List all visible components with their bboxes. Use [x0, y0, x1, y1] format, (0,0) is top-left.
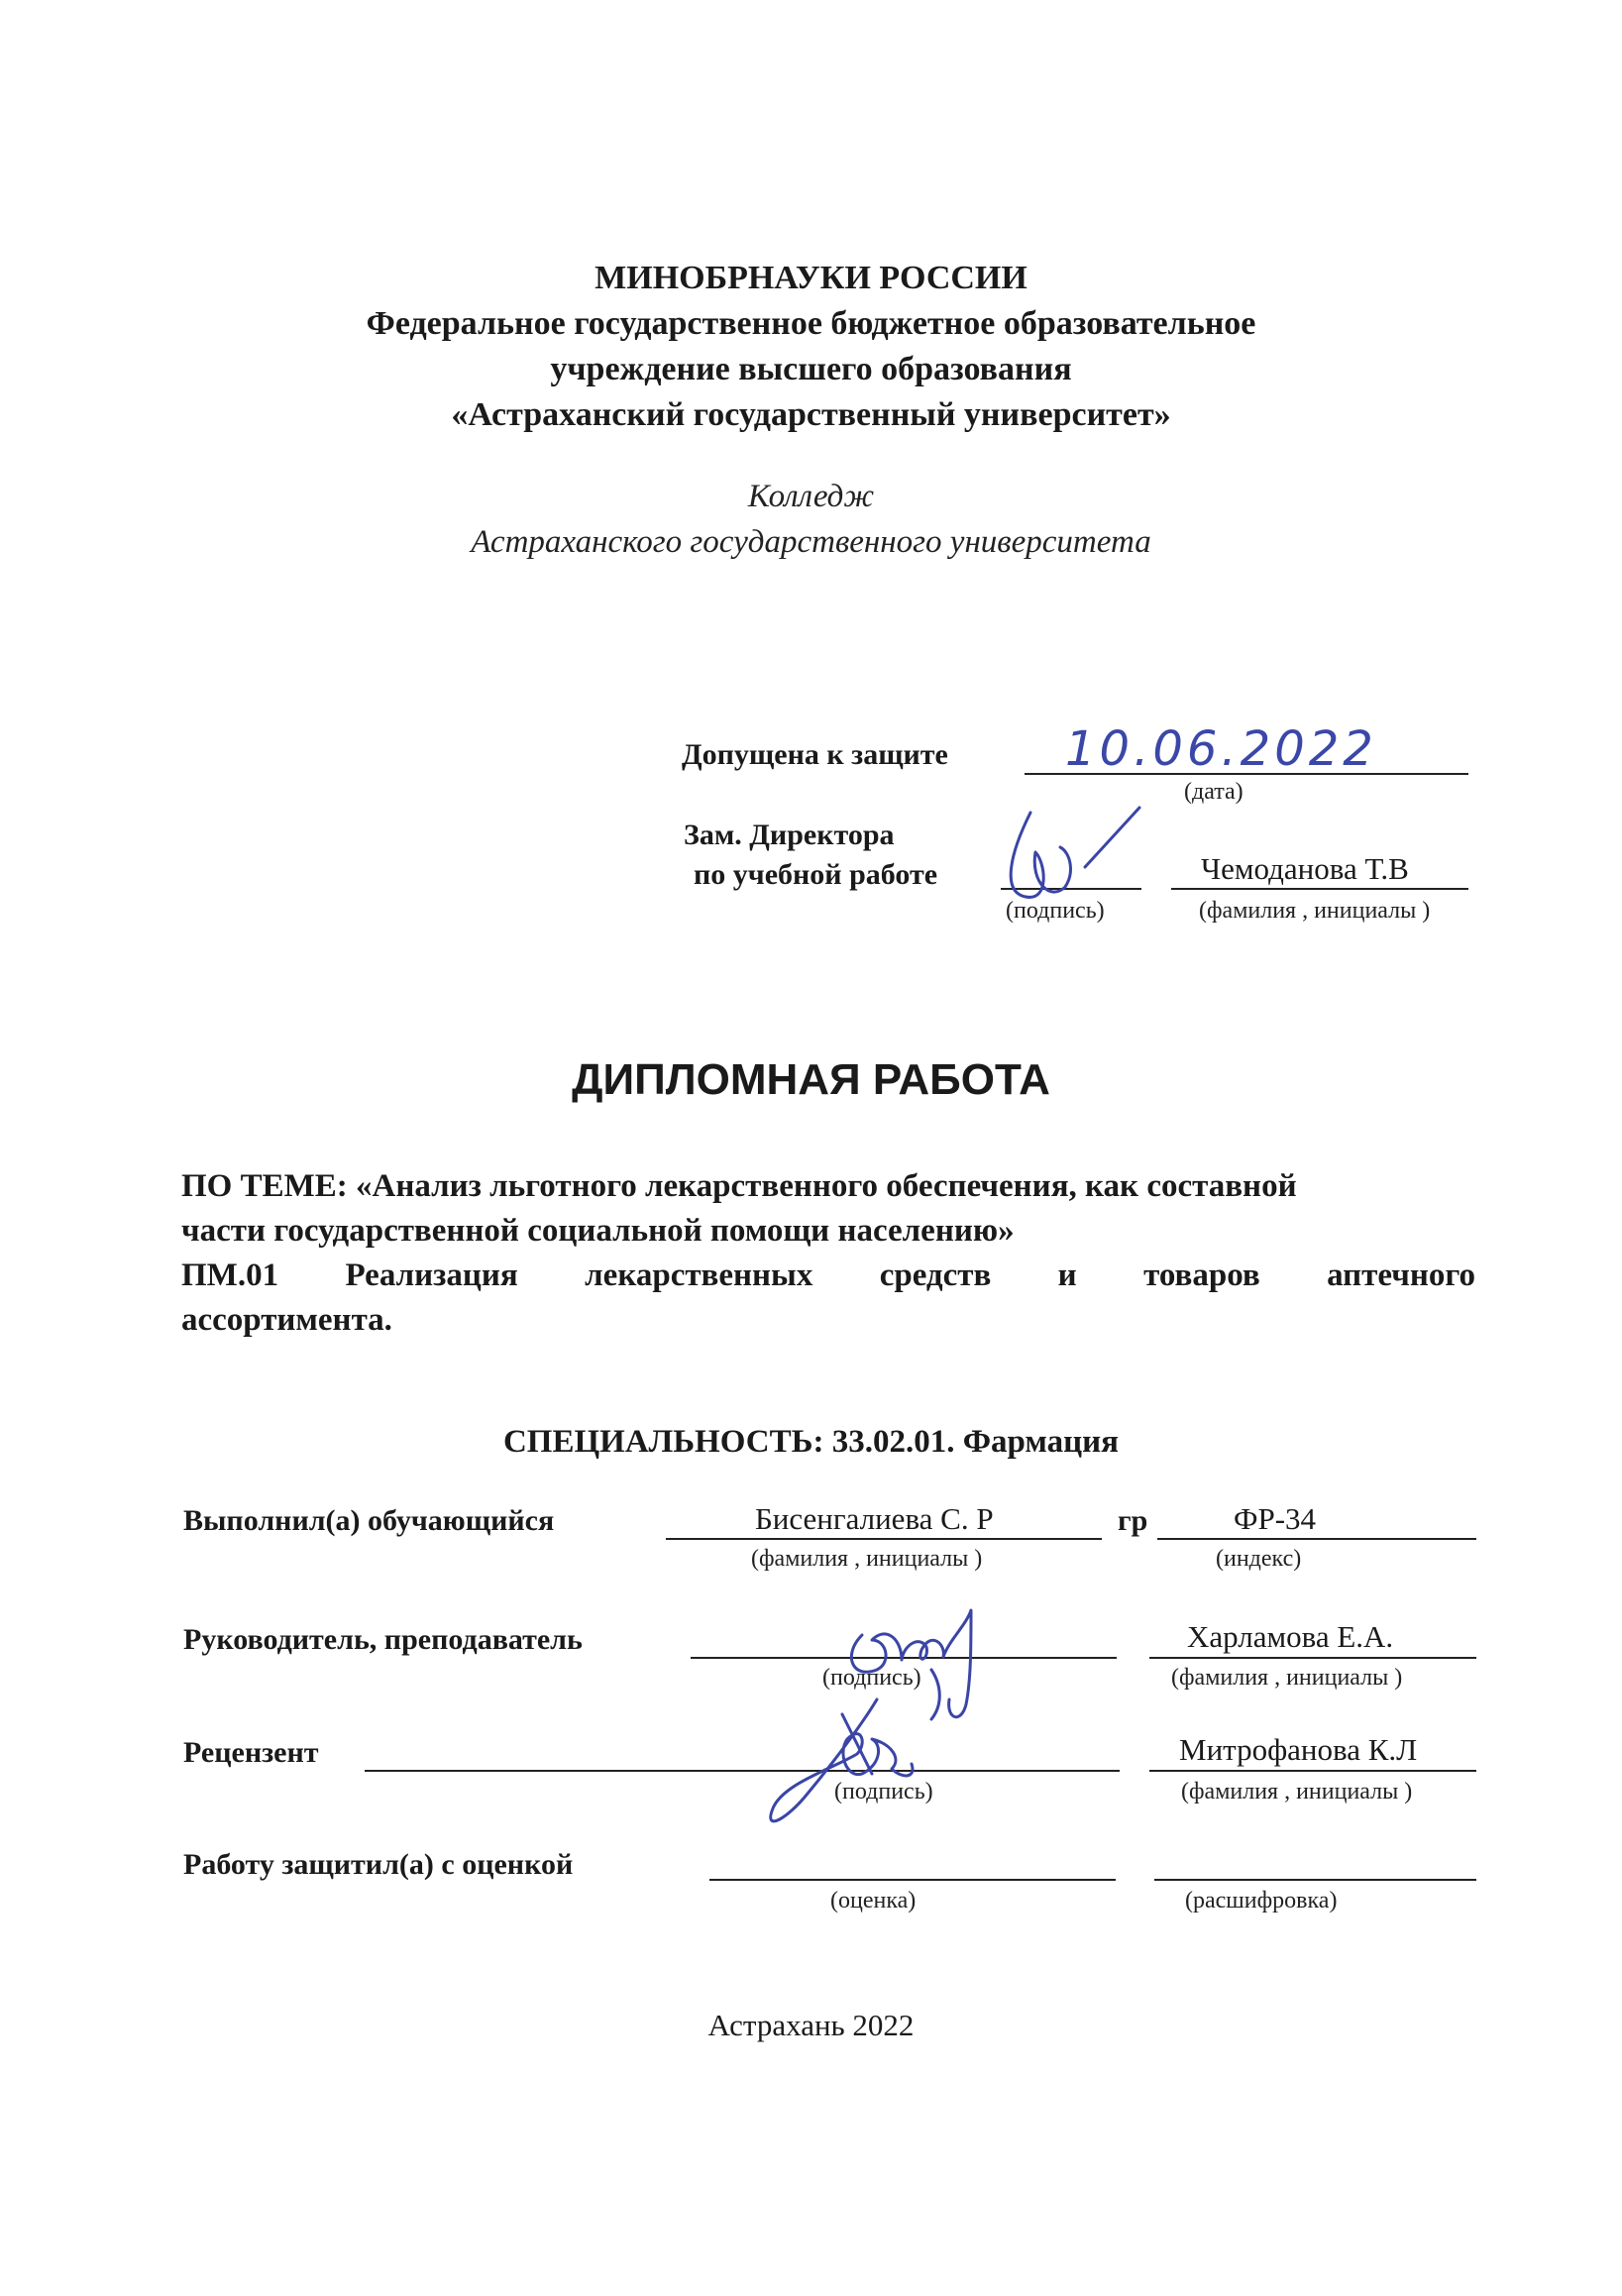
group-caption: (индекс)	[1216, 1546, 1302, 1572]
reviewer-name-line	[1149, 1770, 1476, 1772]
city-year: Астрахань 2022	[707, 2008, 915, 2042]
ministry-heading: МИНОБРНАУКИ РОССИИ	[595, 260, 1027, 296]
student-name: Бисенгалиева С. Р	[755, 1501, 994, 1536]
handwritten-date: 10.06.2022	[1065, 721, 1377, 777]
reviewer-signature	[753, 1685, 971, 1853]
supervisor-name: Харламова Е.А.	[1187, 1619, 1394, 1654]
reviewer-label: Рецензент	[183, 1736, 319, 1769]
theme-line-3: ПМ.01 Реализация лекарственных средств и товаров аптечного	[181, 1257, 1475, 1293]
deputy-title-line-2: по учебной работе	[694, 858, 938, 891]
college-line-1: Колледж	[747, 479, 875, 514]
defense-label: Работу защитил(а) с оценкой	[183, 1848, 574, 1881]
student-name-caption: (фамилия , инициалы )	[751, 1546, 983, 1572]
reviewer-name-caption: (фамилия , инициалы )	[1181, 1779, 1413, 1804]
institution-line-1: Федеральное государственное бюджетное образовательное	[366, 305, 1256, 342]
theme-line-4: ассортимента.	[181, 1302, 392, 1338]
supervisor-name-caption: (фамилия , инициалы )	[1171, 1665, 1403, 1691]
supervisor-name-line	[1149, 1657, 1476, 1659]
reviewer-signature-caption: (подпись)	[834, 1779, 933, 1804]
theme-line-1: ПО ТЕМЕ: «Анализ льготного лекарственного обеспечения, как составной	[181, 1168, 1297, 1204]
supervisor-label: Руководитель, преподаватель	[183, 1623, 583, 1656]
deputy-signature-caption: (подпись)	[1006, 898, 1105, 924]
student-name-line	[666, 1538, 1102, 1540]
university-name: «Астраханский государственный университет»	[451, 396, 1171, 433]
date-caption: (дата)	[1184, 779, 1244, 805]
reviewer-signature-line	[365, 1770, 1120, 1772]
deputy-name-line	[1171, 888, 1468, 890]
grade-line	[709, 1879, 1116, 1881]
deputy-title-line-1: Зам. Директора	[684, 819, 895, 851]
group-line	[1157, 1538, 1476, 1540]
decode-line	[1154, 1879, 1476, 1881]
grade-caption: (оценка)	[830, 1888, 917, 1913]
theme-line-2: части государственной социальной помощи населению»	[181, 1213, 1015, 1249]
specialty: СПЕЦИАЛЬНОСТЬ: 33.02.01. Фармация	[502, 1424, 1120, 1460]
group-index: ФР-34	[1234, 1501, 1317, 1536]
reviewer-name: Митрофанова К.Л	[1179, 1732, 1418, 1767]
institution-line-2: учреждение высшего образования	[550, 351, 1072, 387]
supervisor-signature-caption: (подпись)	[822, 1665, 921, 1691]
group-label: гр	[1118, 1504, 1148, 1537]
document-title: ДИПЛОМНАЯ РАБОТА	[572, 1055, 1050, 1104]
college-line-2: Астраханского государственного университета	[471, 524, 1151, 560]
performed-label: Выполнил(а) обучающийся	[183, 1504, 555, 1537]
deputy-name: Чемоданова Т.В	[1201, 851, 1409, 886]
deputy-name-caption: (фамилия , инициалы )	[1199, 898, 1431, 924]
admitted-label: Допущена к защите	[682, 738, 948, 771]
decode-caption: (расшифровка)	[1185, 1888, 1338, 1913]
